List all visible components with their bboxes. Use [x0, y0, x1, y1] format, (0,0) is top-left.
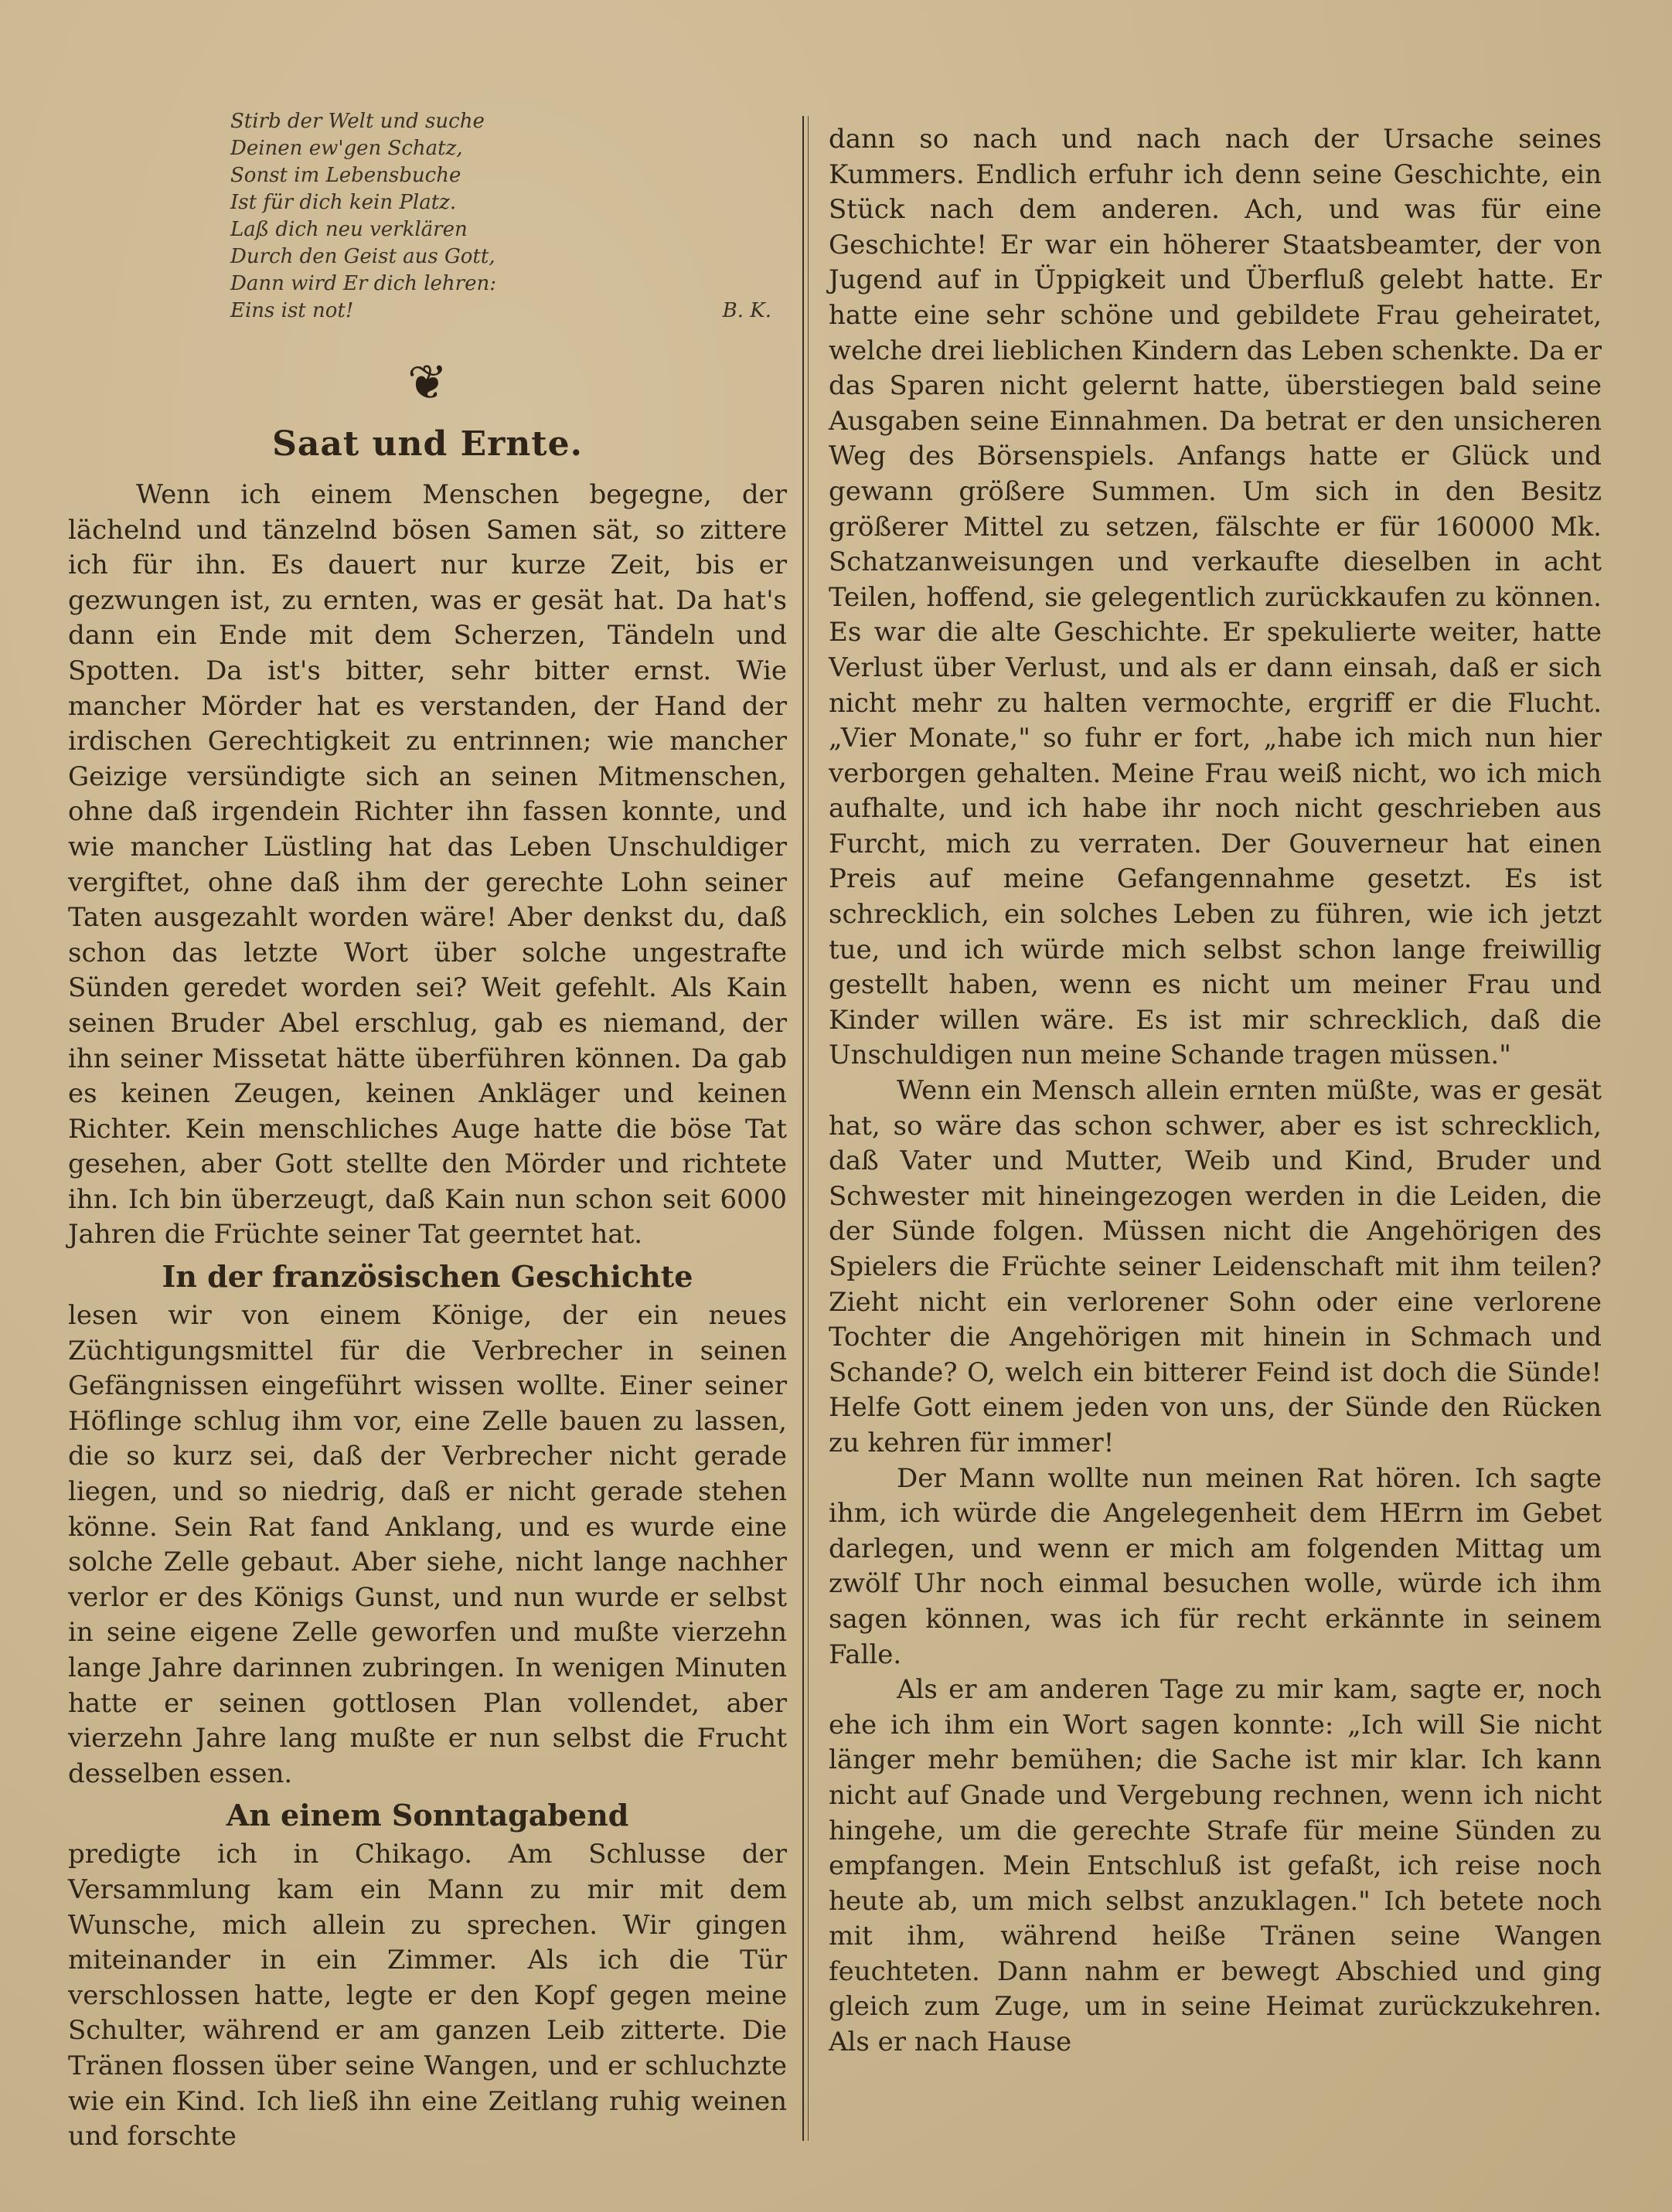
poem-line: Durch den Geist aus Gott,	[230, 245, 495, 268]
paragraph: Der Mann wollte nun meinen Rat hören. Ich sagte ihm, ich würde die Angelegenheit dem HErrn im Gebet darlegen, und wenn er mich am folgenden Mittag um zwölf Uhr noch einmal besuchen wolle, würde ich ihm sagen können, was ich für recht erkännte in seinem Falle.	[829, 1462, 1602, 1670]
paragraph: Wenn ich einem Menschen begegne, der lächelnd und tänzelnd bösen Samen sät, so zittere ich für ihn. Es dauert nur kurze Zeit, bis er gezwungen ist, zu ernten, was er gesät hat. Da hat's dann ein Ende mit dem Scherzen, Tändeln und Spotten. Da ist's bitter, sehr bitter ernst. Wie mancher Mörder hat es verstanden, der Hand der irdischen Gerechtigkeit zu entrinnen; wie mancher Geizige versündigte sich an seinen Mitmenschen, ohne daß irgendein Richter ihn fassen konnte, und wie mancher Lüstling hat das Leben Unschuldiger vergiftet, ohne daß ihm der gerechte Lohn seiner Taten ausgezahlt worden wäre! Aber denkst du, daß schon das letzte Wort über solche ungestrafte Sünden geredet worden sei? Weit gefehlt. Als Kain seinen Bruder Abel erschlug, gab es niemand, der ihn seiner Missetat hätte überführen können. Da gab es keinen Zeugen, keinen Ankläger und keinen Richter. Kein menschliches Auge hatte die böse Tat gesehen, aber Gott stellte den Mörder und richtete ihn. Ich bin überzeugt, daß Kain nun schon seit 6000 Jahren die Früchte seiner Tat geerntet hat.	[68, 479, 787, 1251]
poem	[230, 108, 771, 325]
poem-signature: B. K.	[722, 299, 771, 322]
poem-line: Deinen ew'gen Schatz,	[230, 137, 463, 160]
paragraph: Als er am anderen Tage zu mir kam, sagte er, noch ehe ich ihm ein Wort sagen konnte: „Ich will Sie nicht länger mehr bemühen; die Sache ist mir klar. Ich kann nicht auf Gnade und Vergebung rechnen, wenn ich nicht hingehe, um die gerechte Strafe für meine Sünden zu empfangen. Mein Entschluß ist gefaßt, ich reise noch heute ab, um mich selbst anzuklagen." Ich betete noch mit ihm, während heiße Tränen seine Wangen feuchteten. Dann nahm er bewegt Abschied und ging gleich zum Zuge, um in seine Heimat zurückzukehren. Als er nach Hause	[829, 1674, 1602, 2058]
paragraph: predigte ich in Chikago. Am Schlusse der Versammlung kam ein Mann zu mir mit dem Wunsche, mich allein zu sprechen. Wir gingen miteinander in ein Zimmer. Als ich die Tür verschlossen hatte, legte er den Kopf gegen meine Schulter, während er am ganzen Leib zitterte. Die Tränen flossen über seine Wangen, und er schluchzte wie ein Kind. Ich ließ ihn eine Zeitlang ruhig weinen und forschte	[68, 1839, 787, 2152]
paragraph: dann so nach und nach nach der Ursache seines Kummers. Endlich erfuhr ich denn seine Geschichte, ein Stück nach dem anderen. Ach, und was für eine Geschichte! Er war ein höherer Staatsbeamter, der von Jugend auf in Üppigkeit und Überfluß gelebt hatte. Er hatte eine sehr schöne und gebildete Frau geheiratet, welche drei lieblichen Kindern das Leben schenkte. Da er das Sparen nicht gelernt hatte, überstiegen bald seine Ausgaben seine Einnahmen. Da betrat er den unsicheren Weg des Börsenspiels. Anfangs hatte er Glück und gewann größere Summen. Um sich in den Besitz größerer Mittel zu setzen, fälschte er für 160000 Mk. Schatzanweisungen und verkaufte dieselben in acht Teilen, hoffend, sie gelegentlich zurückkaufen zu können. Es war die alte Geschichte. Er spekulierte weiter, hatte Verlust über Verlust, und als er dann einsah, daß er sich nicht mehr zu halten vermochte, ergriff er die Flucht. „Vier Monate," so fuhr er fort, „habe ich mich nun hier verborgen gehalten. Meine Frau weiß nicht, wo ich mich aufhalte, und ich habe ihr noch nicht geschrieben aus Furcht, mich zu verraten. Der Gouverneur hat einen Preis auf meine Gefangennahme gesetzt. Es ist schrecklich, ein solches Leben zu führen, wie ich jetzt tue, und ich würde mich selbst schon lange freiwillig gestellt haben, wenn es nicht um meiner Frau und Kinder willen wäre. Es ist mir schrecklich, daß die Unschuldigen nun meine Schande tragen müssen."	[829, 124, 1602, 1071]
ornament-icon: ❦	[407, 354, 448, 410]
section-heading: An einem Sonntagabend	[226, 1798, 629, 1833]
poem-last-line	[230, 298, 771, 325]
poem-line: Ist für dich kein Platz.	[230, 191, 457, 214]
poem-line: Dann wird Er dich lehren:	[230, 272, 496, 295]
section-heading: In der französischen Geschichte	[162, 1259, 693, 1295]
column-divider-secondary	[808, 116, 809, 2141]
poem-line: Sonst im Lebensbuche	[230, 164, 461, 187]
poem-line: Eins ist not!	[230, 299, 354, 322]
column-divider	[802, 116, 804, 2141]
paragraph: Wenn ein Mensch allein ernten müßte, was er gesät hat, so wäre das schon schwer, aber es ist schrecklich, daß Vater und Mutter, Weib und Kind, Bruder und Schwester mit hineingezogen werden in die Leiden, die der Sünde folgen. Müssen nicht die Angehörigen des Spielers die Früchte seiner Leidenschaft mit ihm teilen? Zieht nicht ein verlorener Sohn oder eine verlorene Tochter die Angehörigen mit hinein in Schmach und Schande? O, welch ein bitterer Feind ist doch die Sünde! Helfe Gott einem jeden von uns, der Sünde den Rücken zu kehren für immer!	[829, 1075, 1602, 1458]
paragraph: lesen wir von einem Könige, der ein neues Züchtigungsmittel für die Verbrecher in seinen Gefängnissen eingeführt wissen wollte. Einer seiner Höflinge schlug ihm vor, eine Zelle bauen zu lassen, die so kurz sei, daß der Verbrecher nicht gerade liegen, und so niedrig, daß er nicht gerade stehen könne. Sein Rat fand Anklang, und es wurde eine solche Zelle gebaut. Aber siehe, nicht lange nachher verlor er des Königs Gunst, und nun wurde er selbst in seine eigene Zelle geworfen und mußte vierzehn lange Jahre darinnen zubringen. In wenigen Minuten hatte er seinen gottlosen Plan vollendet, aber vierzehn Jahre lang mußte er nun selbst die Frucht desselben essen.	[68, 1300, 787, 1789]
left-column	[68, 108, 787, 2155]
right-column	[829, 122, 1602, 2061]
article-title: Saat und Ernte.	[272, 424, 583, 464]
poem-line: Stirb der Welt und suche	[230, 110, 485, 133]
poem-line: Laß dich neu verklären	[230, 218, 468, 241]
